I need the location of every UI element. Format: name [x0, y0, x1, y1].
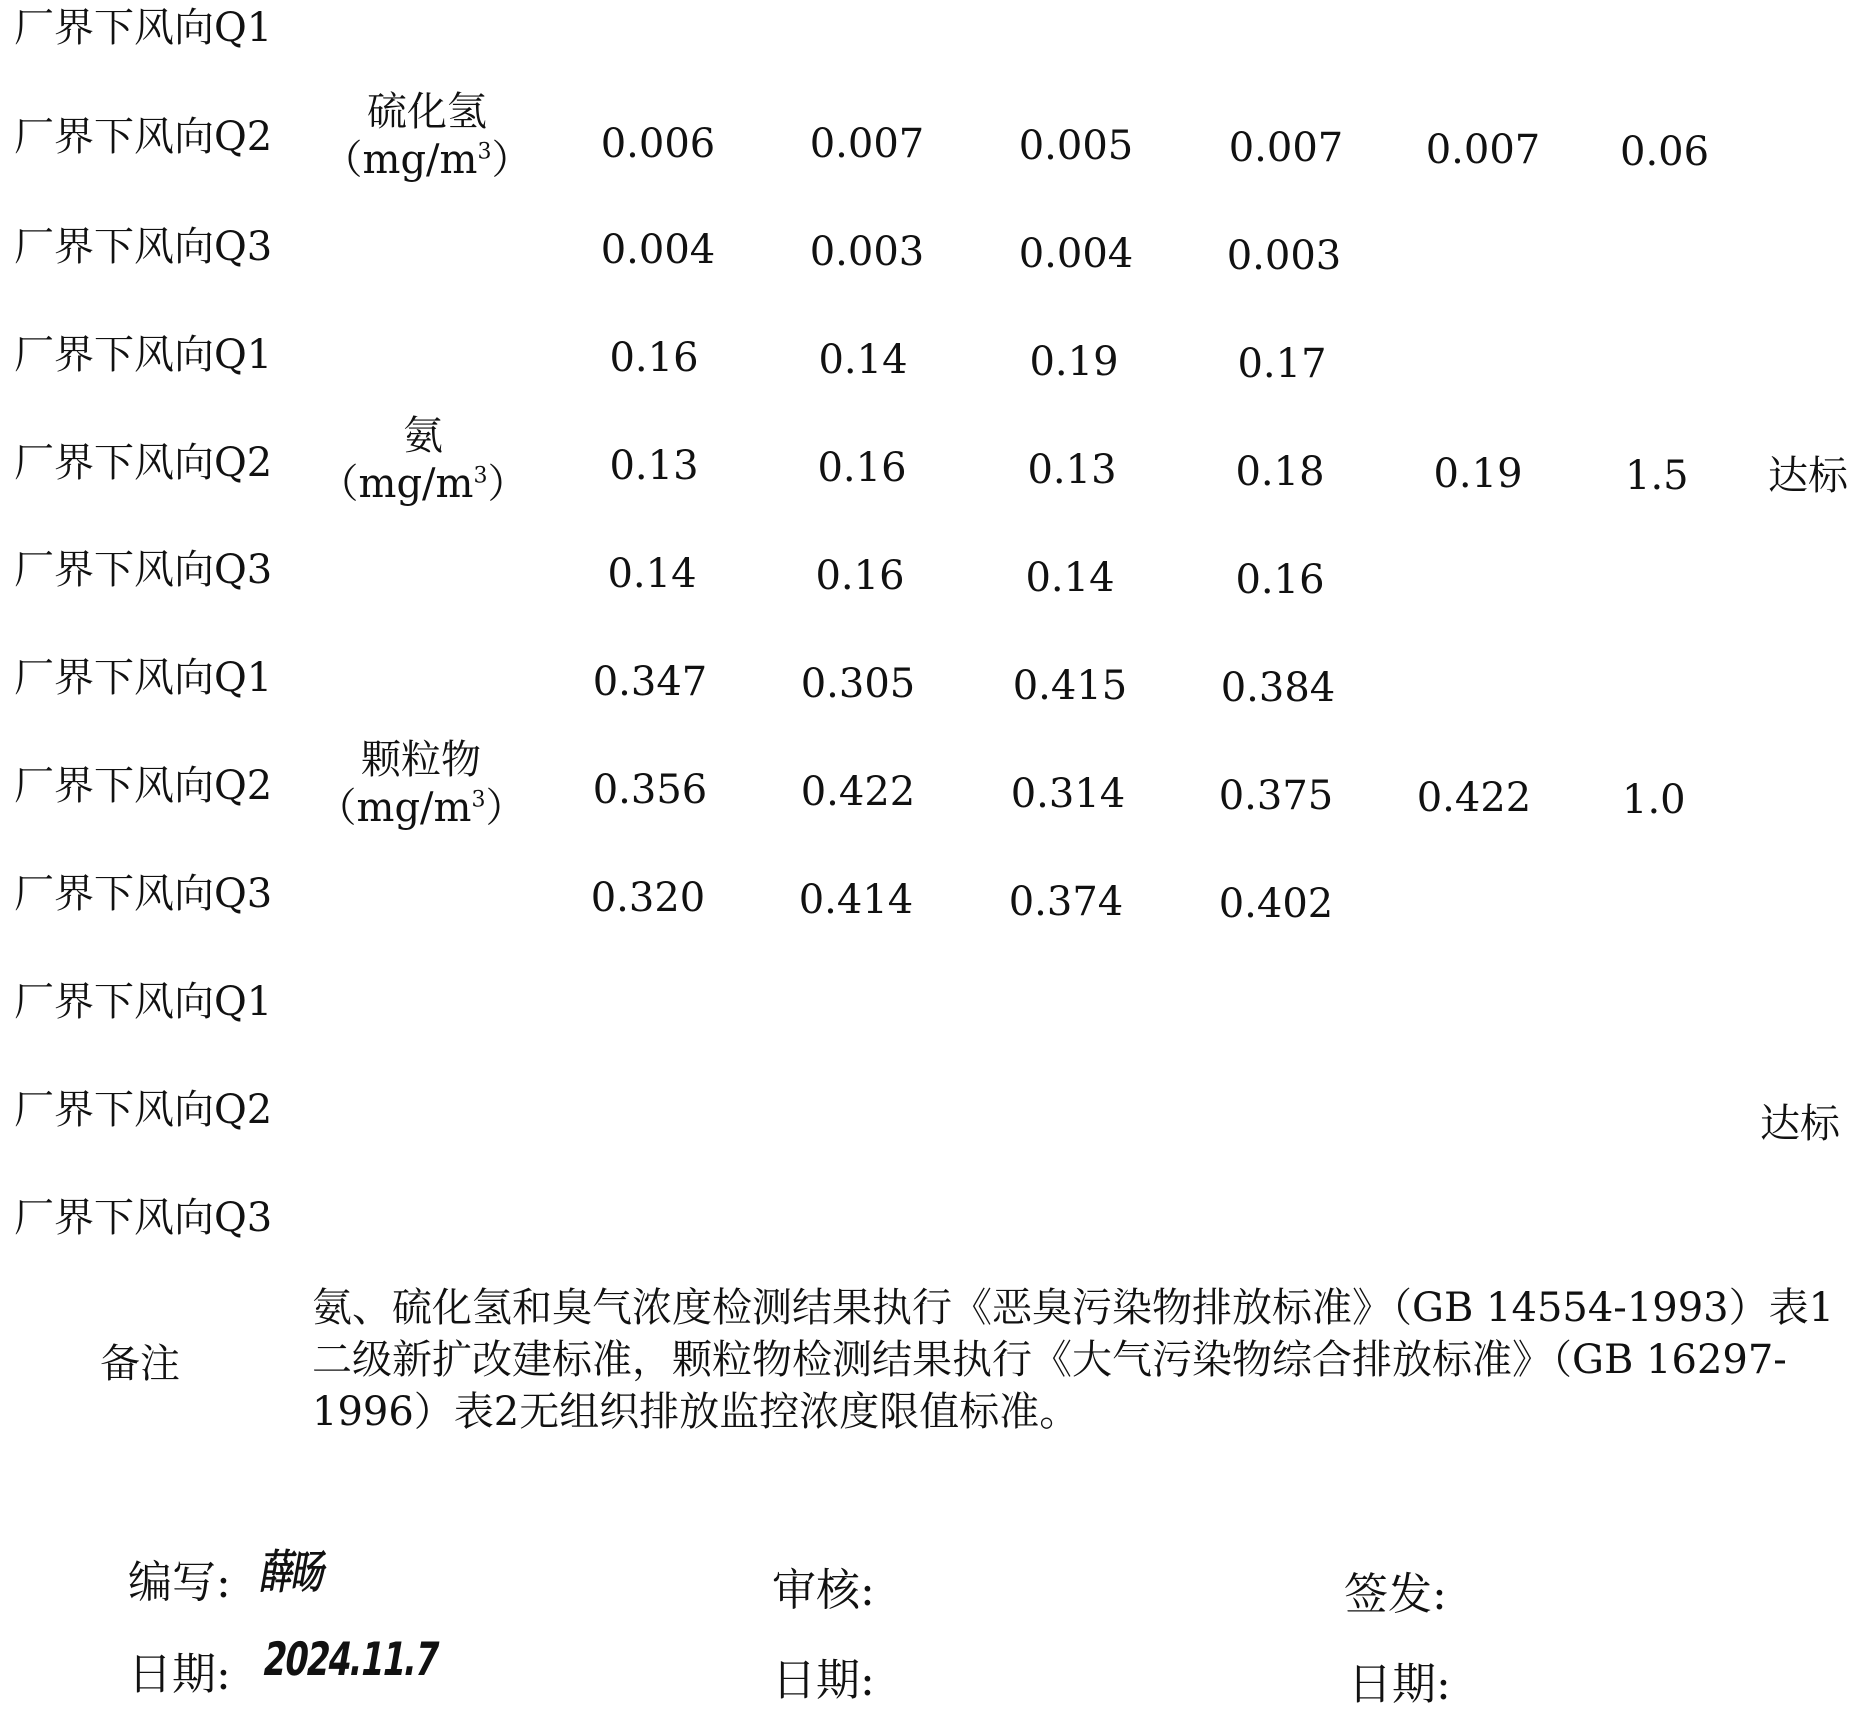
row-location: 厂界下风向Q3: [14, 871, 273, 917]
parameter-cell: [308, 412, 538, 508]
value-cell: 0.16: [817, 445, 907, 491]
row-location: 厂界下风向Q1: [14, 332, 273, 378]
max-value-cell: 0.422: [1416, 775, 1532, 821]
value-cell: 0.19: [1029, 339, 1119, 385]
parameter-cell: [312, 88, 542, 184]
row-location: 厂界下风向Q2: [14, 114, 273, 160]
limit-value-cell: 1.0: [1622, 777, 1686, 823]
issue-date-label: 日期:: [1348, 1659, 1451, 1710]
parameter-unit: $(mg/m^3)$: [316, 785, 526, 831]
value-cell: 0.004: [600, 227, 716, 273]
parameter-name: 颗粒物: [361, 737, 481, 783]
limit-value-cell: 0.06: [1620, 129, 1710, 175]
value-cell: 0.005: [1018, 123, 1134, 169]
parameter-cell: [306, 736, 536, 832]
issue-label: 签发:: [1344, 1569, 1447, 1620]
value-cell: 0.356: [592, 767, 708, 813]
value-cell: 0.13: [609, 443, 699, 489]
value-cell: 0.422: [800, 769, 916, 815]
value-cell: 0.314: [1010, 771, 1126, 817]
value-cell: 0.375: [1218, 773, 1334, 819]
row-location: 厂界下风向Q3: [14, 1195, 273, 1241]
author-date-label: 日期:: [128, 1649, 231, 1700]
value-cell: 0.347: [592, 659, 708, 705]
note-label: 备注: [100, 1341, 180, 1387]
row-location: 厂界下风向Q3: [14, 547, 273, 593]
parameter-unit: $(mg/m^3)$: [322, 137, 532, 183]
value-cell: 0.007: [809, 121, 925, 167]
parameter-unit: $(mg/m^3)$: [318, 461, 528, 507]
row-location: 厂界下风向Q1: [14, 655, 273, 701]
value-cell: 0.18: [1235, 449, 1325, 495]
author-label: 编写:: [128, 1557, 231, 1608]
row-location: 厂界下风向Q2: [14, 440, 273, 486]
value-cell: 0.415: [1012, 663, 1128, 709]
value-cell: 0.374: [1008, 879, 1124, 925]
value-cell: 0.384: [1220, 665, 1336, 711]
value-cell: 0.16: [1235, 557, 1325, 603]
result-cell: 达标: [1768, 453, 1848, 499]
limit-value-cell: 1.5: [1625, 453, 1689, 499]
value-cell: 0.320: [590, 875, 706, 921]
row-location: 厂界下风向Q2: [14, 763, 273, 809]
value-cell: 0.003: [809, 229, 925, 275]
value-cell: 0.004: [1018, 231, 1134, 277]
value-cell: 0.13: [1027, 447, 1117, 493]
value-cell: 0.16: [609, 335, 699, 381]
value-cell: 0.17: [1237, 341, 1327, 387]
row-location: 厂界下风向Q1: [14, 979, 273, 1025]
row-location: 厂界下风向Q2: [14, 1087, 273, 1133]
author-date: 2024.11.7: [259, 1632, 443, 1686]
value-cell: 0.14: [1025, 555, 1115, 601]
value-cell: 0.16: [815, 553, 905, 599]
value-cell: 0.414: [798, 877, 914, 923]
note-text: 氨、硫化氢和臭气浓度检测结果执行《恶臭污染物排放标准》（GB 14554-1993）表1二级新扩改建标准，颗粒物检测结果执行《大气污染物综合排放标准》（GB 16297-1996）表2无组织排放监控浓度限值标准。: [312, 1285, 1835, 1435]
value-cell: 0.402: [1218, 881, 1334, 927]
review-label: 审核:: [772, 1565, 875, 1616]
value-cell: 0.305: [800, 661, 916, 707]
value-cell: 0.14: [818, 337, 908, 383]
value-cell: 0.14: [607, 551, 697, 597]
value-cell: 0.003: [1226, 233, 1342, 279]
max-value-cell: 0.19: [1433, 451, 1523, 497]
max-value-cell: 0.007: [1425, 127, 1541, 173]
parameter-name: 硫化氢: [367, 89, 487, 135]
result-cell: 达标: [1760, 1101, 1840, 1147]
row-location: 厂界下风向Q3: [14, 224, 273, 270]
value-cell: 0.006: [600, 121, 716, 167]
row-location: 厂界下风向Q1: [14, 5, 273, 51]
value-cell: 0.007: [1228, 125, 1344, 171]
review-date-label: 日期:: [772, 1655, 875, 1706]
author-signature: 薛旸: [256, 1545, 330, 1599]
parameter-name: 氨: [403, 413, 443, 459]
